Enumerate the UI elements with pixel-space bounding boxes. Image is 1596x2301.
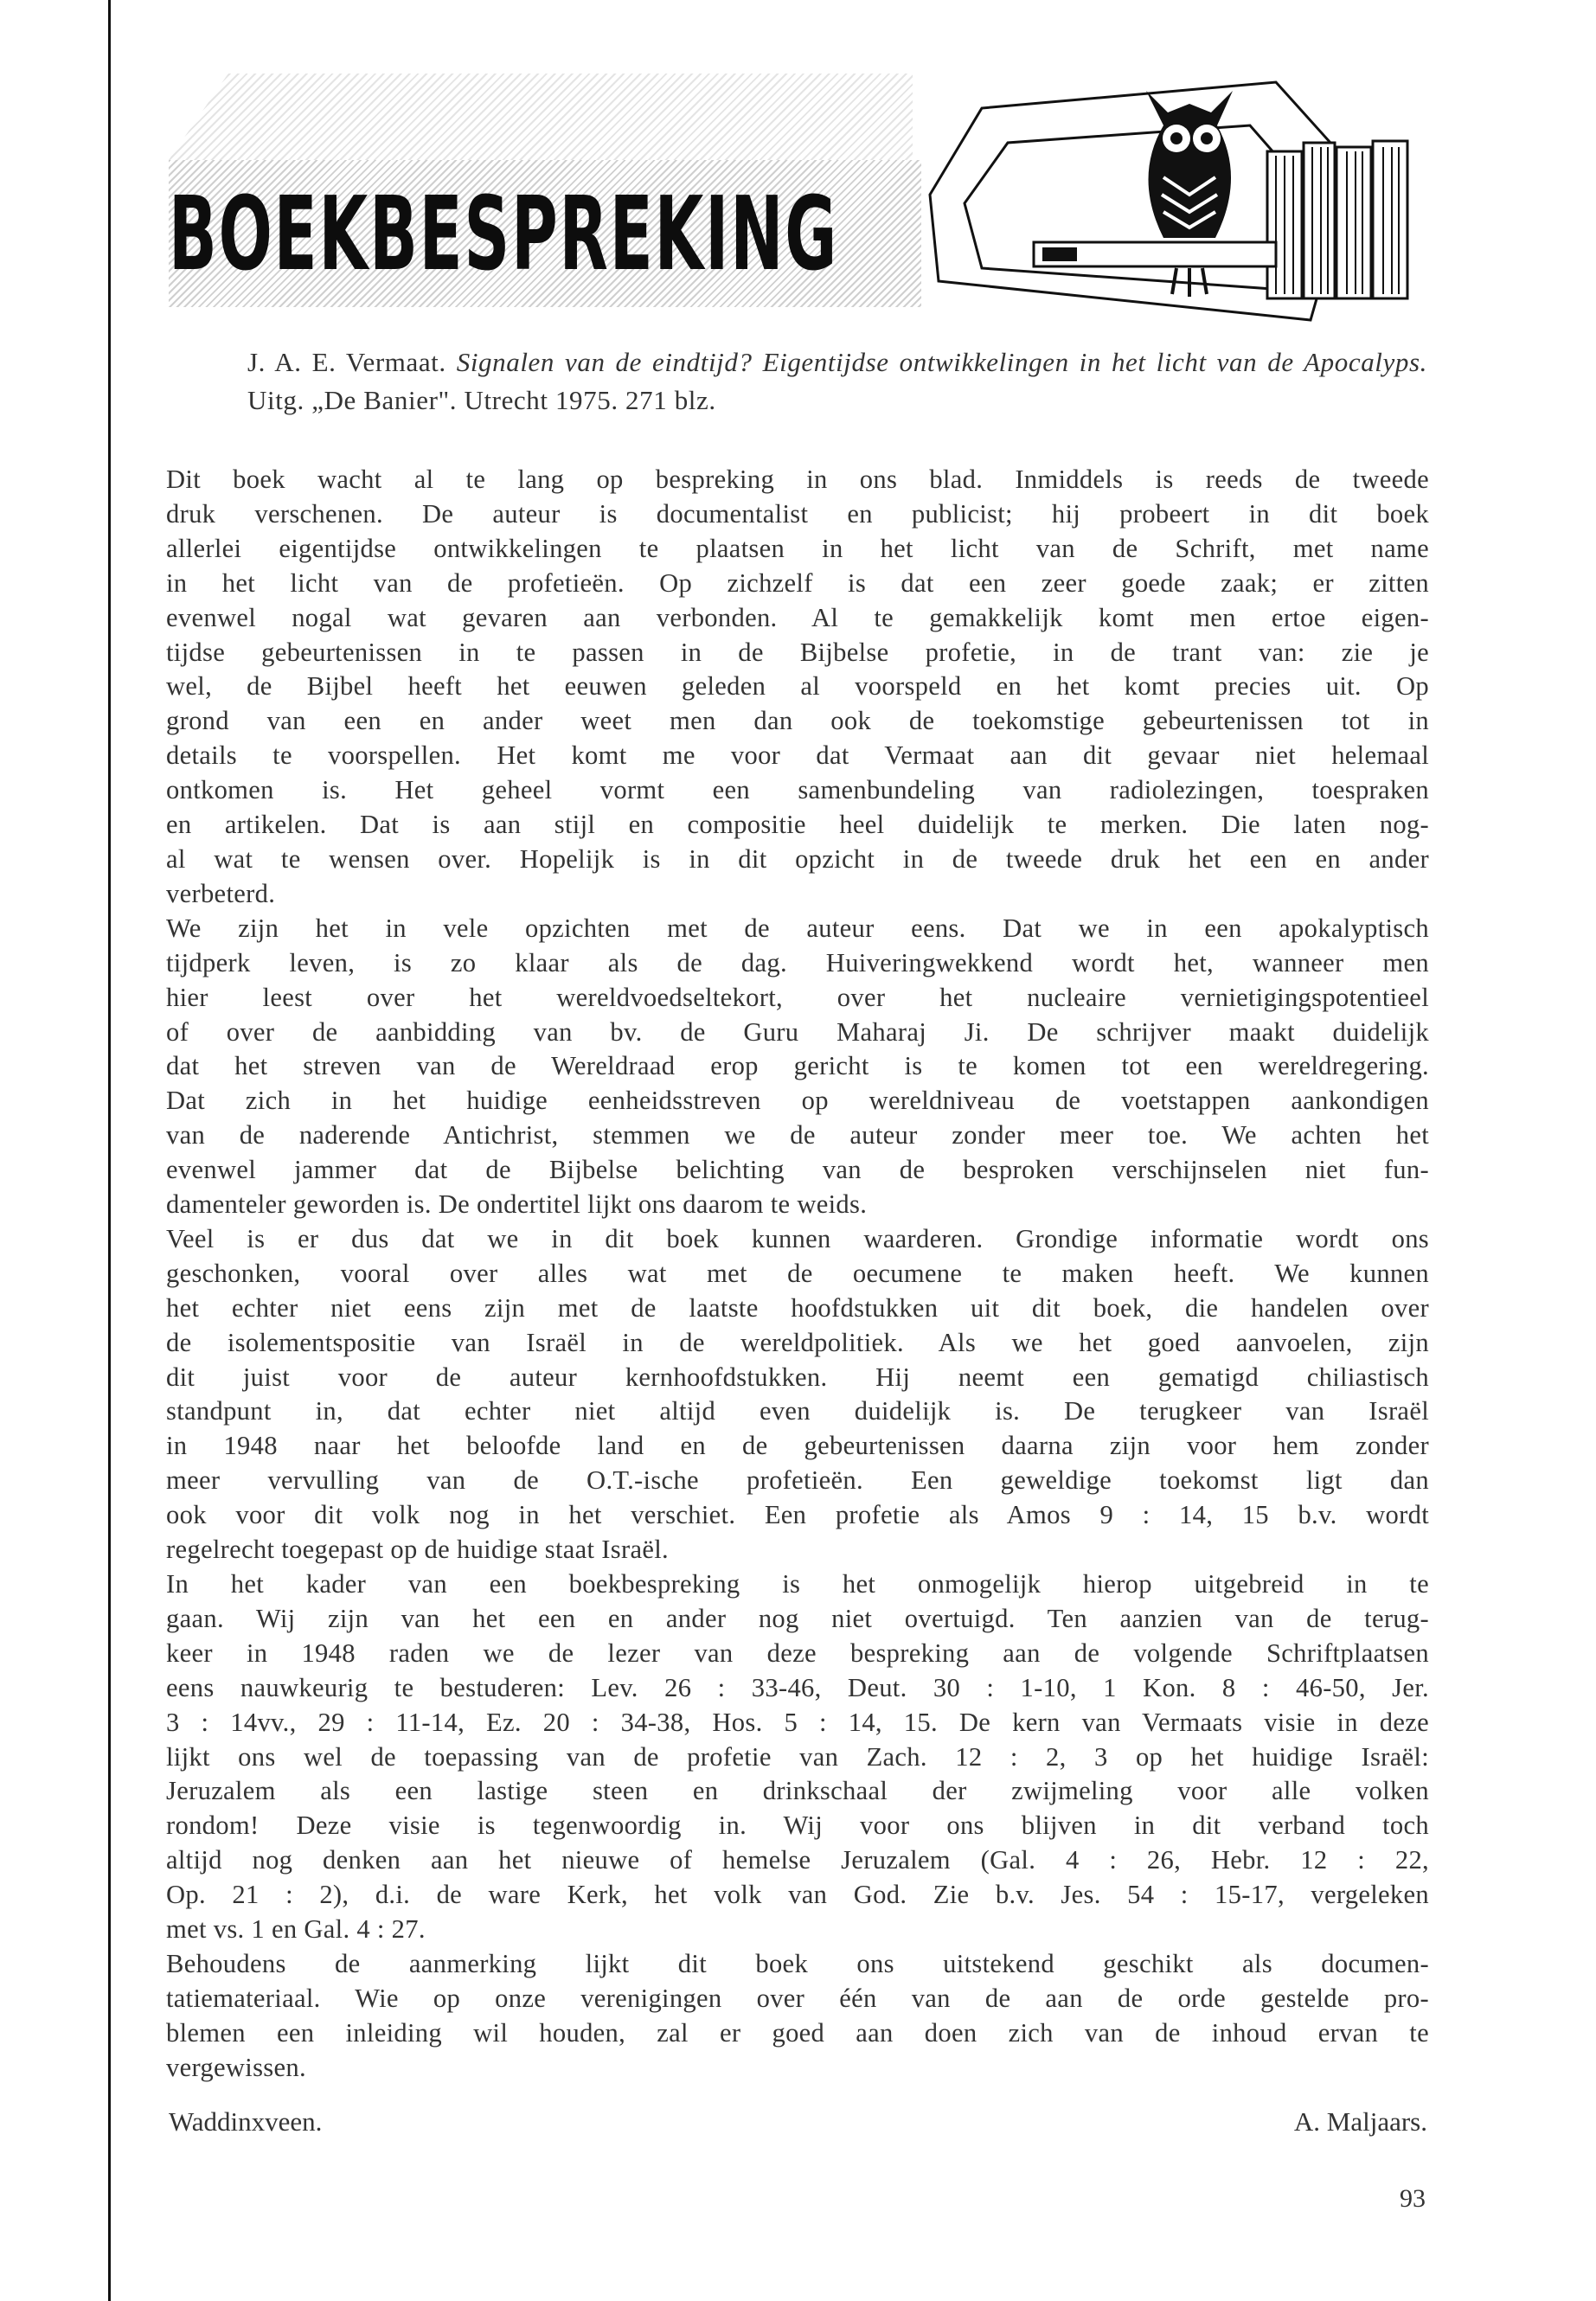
review-line: details te voorspellen. Het komt me voor dat Vermaat aan dit gevaar niet helemaal xyxy=(166,740,1429,771)
review-signature xyxy=(169,2106,1427,2138)
review-line: blemen een inleiding wil houden, zal er goed aan doen zich van de inhoud ervan te xyxy=(166,2017,1429,2048)
review-line: en artikelen. Dat is aan stijl en compositie heel duidelijk te merken. Die laten nog- xyxy=(166,810,1429,840)
review-line: tijdperk leven, is zo klaar als de dag. Huiveringwekkend wordt het, wanneer men xyxy=(166,947,1429,977)
review-line: dat het streven van de Wereldraad erop gericht is te komen tot een wereldregering. xyxy=(166,1051,1429,1081)
review-line: grond van een en ander weet men dan ook de toekomstige gebeurtenissen tot in xyxy=(166,706,1429,736)
review-line: vergewissen. xyxy=(166,2052,306,2082)
review-line: lijkt ons wel de toepassing van de profetie van Zach. 12 : 2, 3 op het huidige Israël: xyxy=(166,1741,1429,1772)
review-paragraph xyxy=(166,912,1429,1222)
masthead-title-banner xyxy=(169,160,921,307)
review-line: geschonken, vooral over alles wat met de oecumene te maken heeft. We kunnen xyxy=(166,1258,1429,1288)
review-line: rondom! Deze visie is tegenwoordig in. Wij voor ons blijven in dit verband toch xyxy=(166,1811,1429,1841)
review-paragraph xyxy=(166,1222,1429,1567)
review-line: standpunt in, dat echter niet altijd even duidelijk is. De terugkeer van Israël xyxy=(166,1396,1429,1426)
review-line: regelrecht toegepast op de huidige staat Israël. xyxy=(166,1535,669,1565)
review-line: tijdse gebeurtenissen in te passen in de Bijbelse profetie, in de trant van: zie je xyxy=(166,637,1429,667)
review-line: Dit boek wacht al te lang op bespreking in ons blad. Inmiddels is reeds de tweede xyxy=(166,465,1429,494)
review-line: eens nauwkeurig te bestuderen: Lev. 26 : 33-46, Deut. 30 : 1-10, 1 Kon. 8 : 46-50, Jer. xyxy=(166,1672,1429,1702)
citation-author: J. A. E. Vermaat. xyxy=(247,347,446,377)
review-line: ook voor dit volk nog in het verschiet. Een profetie als Amos 9 : 14, 15 b.v. wordt xyxy=(166,1500,1429,1530)
book-citation xyxy=(247,343,1427,420)
review-paragraph xyxy=(166,1567,1429,1947)
review-paragraph xyxy=(166,463,1429,912)
page-number: 93 xyxy=(1400,2184,1426,2213)
review-line: ontkomen is. Het geheel vormt een samenbundeling van radiolezingen, toespraken xyxy=(166,775,1429,805)
review-line: in het licht van de profetieën. Op zichzelf is dat een zeer goede zaak; er zitten xyxy=(166,567,1429,598)
review-line: gaan. Wij zijn van het een en ander nog niet overtuigd. Ten aanzien van de terug- xyxy=(166,1603,1429,1633)
owl-on-books-icon xyxy=(904,74,1432,324)
citation-publisher: Uitg. „De Banier". Utrecht 1975. 271 blz. xyxy=(247,385,716,415)
review-line: hier leest over het wereldvoedseltekort, over het nucleaire vernietigingspotentieel xyxy=(166,982,1429,1012)
signature-place: Waddinxveen. xyxy=(169,2106,323,2137)
review-line: In het kader van een boekbespreking is het onmogelijk hierop uitgebreid in te xyxy=(166,1569,1429,1599)
review-line: altijd nog denken aan het nieuwe of hemelse Jeruzalem (Gal. 4 : 26, Hebr. 12 : 22, xyxy=(166,1845,1429,1875)
review-line: dit juist voor de auteur kernhoofdstukken. Hij neemt een gematigd chiliastisch xyxy=(166,1362,1429,1392)
review-line: druk verschenen. De auteur is documentalist en publicist; hij probeert in dit boek xyxy=(166,498,1429,529)
review-body xyxy=(166,463,1429,2086)
review-line: verbeterd. xyxy=(166,878,276,908)
review-line: damenteler geworden is. De ondertitel lijkt ons daarom te weids. xyxy=(166,1189,868,1220)
review-line: We zijn het in vele opzichten met de auteur eens. Dat we in een apokalyptisch xyxy=(166,913,1429,943)
citation-book-title: Signalen van de eindtijd? Eigentijdse ontwikkelingen in het licht van de Apocalyps. xyxy=(456,347,1427,377)
review-line: evenwel nogal wat gevaren aan verbonden. Al te gemakkelijk komt men ertoe eigen- xyxy=(166,602,1429,632)
review-line: Veel is er dus dat we in dit boek kunnen waarderen. Grondige informatie wordt ons xyxy=(166,1223,1429,1253)
review-line: evenwel jammer dat de Bijbelse belichting van de besproken verschijnselen niet fun- xyxy=(166,1155,1429,1185)
review-line: de isolementspositie van Israël in de wereldpolitiek. Als we het goed aanvoelen, zijn xyxy=(166,1327,1429,1357)
review-line: Behoudens de aanmerking lijkt dit boek ons uitstekend geschikt als documen- xyxy=(166,1948,1429,1978)
review-line: Jeruzalem als een lastige steen en drinkschaal der zwijmeling voor alle volken xyxy=(166,1776,1429,1806)
review-line: of over de aanbidding van bv. de Guru Maharaj Ji. De schrijver maakt duidelijk xyxy=(166,1016,1429,1047)
review-line: wel, de Bijbel heeft het eeuwen geleden al voorspeld en het komt precies uit. Op xyxy=(166,671,1429,702)
masthead-hatching xyxy=(169,74,913,160)
masthead xyxy=(160,74,1432,324)
review-line: keer in 1948 raden we de lezer van deze bespreking aan de volgende Schriftplaatsen xyxy=(166,1638,1429,1668)
review-line: meer vervulling van de O.T.-ische profetieën. Een geweldige toekomst ligt dan xyxy=(166,1465,1429,1496)
review-paragraph xyxy=(166,1947,1429,2086)
review-line: in 1948 naar het beloofde land en de gebeurtenissen daarna zijn voor hem zonder xyxy=(166,1431,1429,1461)
review-line: 3 : 14vv., 29 : 11-14, Ez. 20 : 34-38, Hos. 5 : 14, 15. De kern van Vermaats visie in deze xyxy=(166,1707,1429,1737)
review-line: het echter niet eens zijn met de laatste hoofdstukken uit dit boek, die handelen over xyxy=(166,1292,1429,1323)
review-line: Op. 21 : 2), d.i. de ware Kerk, het volk van God. Zie b.v. Jes. 54 : 15-17, vergeleken xyxy=(166,1880,1429,1910)
review-line: met vs. 1 en Gal. 4 : 27. xyxy=(166,1914,426,1945)
signature-reviewer: A. Maljaars. xyxy=(1293,2106,1427,2137)
review-line: al wat te wensen over. Hopelijk is in dit opzicht in de tweede druk het een en ander xyxy=(166,843,1429,874)
review-line: van de naderende Antichrist, stemmen we de auteur zonder meer toe. We achten het xyxy=(166,1120,1429,1150)
review-line: tatiemateriaal. Wie op onze verenigingen over één van de aan de orde gestelde pro- xyxy=(166,1983,1429,2013)
review-line: Dat zich in het huidige eenheidsstreven op wereldniveau de voetstappen aankondigen xyxy=(166,1086,1429,1116)
review-line: allerlei eigentijdse ontwikkelingen te plaatsen in het licht van de Schrift, met name xyxy=(166,533,1429,563)
masthead-title: BOEKBESPREKING xyxy=(169,174,839,293)
